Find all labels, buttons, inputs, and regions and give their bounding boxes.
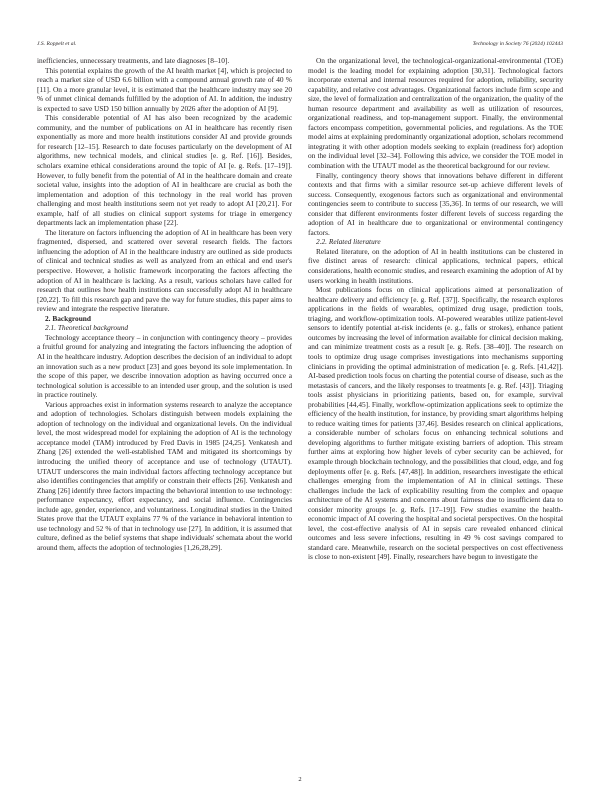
left-column (37, 56, 292, 552)
right-column (308, 56, 563, 562)
paragraph: inefficiencies, unnecessary treatments, and late diagnoses [8–10]. (37, 56, 230, 65)
header-authors: J.S. Roppelt et al. (37, 41, 77, 47)
section-heading: 2. Background (45, 313, 91, 323)
header-journal: Technology in Society 76 (2024) 102443 (472, 41, 563, 47)
paragraph: Various approaches exist in information systems research to analyze the acceptance and adoption of technologies. Scholars distinguish between models explaining the adoption of technology on the individual and organizational levels. On the individual level, the most widespread model for explaining the adoption of AI is the technology acceptance model (TAM) introduced by Fred Davis in 1985 [24,25]. Venkatesh and Zhang [26] extended the well-established TAM and mitigated its shortcomings by introducing the unified theory of acceptance and use of technology (UTAUT). UTAUT underscores the main individual factors affecting technology acceptance but also identifies contingencies that amplify or constrain their effects [26]. Venkatesh and Zhang [26] identify three factors impacting the behavioral intention to use technology: performance expectancy, effort expectancy, and social influence. Contingencies include age, gender, experience, and voluntariness. Longitudinal studies in the United States prove that the UTAUT explains 77 % of the variance in behavioral intention to use technology and 52 % of that in technology use [27]. In addition, it is assumed that culture, defined as the belief systems that shape individuals' schemata about the world around them, affects the adoption of technologies [1,26,28,29]. (37, 399, 292, 552)
paragraph: This potential explains the growth of the AI health market [4], which is projected to reach a market size of USD 6.6 billion with a compound annual growth rate of 40 % [11]. On a more granular level, it is estimated that the healthcare industry may see 20 % of unmet clinical demands fulfilled by the adoption of AI. In addition, the industry is expected to save USD 150 billion annually by 2026 after the adoption of AI [9]. (37, 65, 292, 113)
running-header (37, 41, 563, 51)
page-number: 2 (298, 776, 302, 783)
paragraph: Technology acceptance theory – in conjunction with contingency theory – provides a fruitful ground for analyzing and integrating the factors influencing the adoption of AI in the healthcare industry. Adoption describes the decision of an individual to adopt an innovation such as a new product [23] and goes beyond its sole implementation. In the scope of this paper, we describe innovation adoption as having occurred once a technological solution is accessible to an intended user group, and the solution is used in practice routinely. (37, 332, 292, 400)
paragraph: The literature on factors influencing the adoption of AI in healthcare has been very fragmented, dispersed, and scattered over several research fields. The factors influencing the adoption of AI in the healthcare industry are outlined as side products of clinical and technical studies as well as analyzed from an ethical and end user's perspective. However, a holistic framework incorporating the factors affecting the adoption of AI in healthcare is lacking. As a result, various scholars have called for research that outlines how health institutions can successfully adopt AI in healthcare [20,22]. To fill this research gap and pave the way for future studies, this paper aims to review and integrate the respective literature. (37, 227, 292, 314)
paragraph: This considerable potential of AI has also been recognized by the academic community, and the number of publications on AI in healthcare has recently risen exponentially as more and more health institutions consider AI and provide grounds for research [12–15]. Research to date focuses particularly on the development of AI algorithms, new technical models, and clinical studies [e. g. Ref. [16]]. Besides, scholars examine ethical considerations around the topic of AI [e. g. Refs. [17–19]]. However, to fully benefit from the potential of AI in the healthcare domain and create societal value, insights into the adoption of AI in healthcare are crucial as both the implementation and adoption of this technology in the real world has proven challenging and most health institutions seem not yet ready to adopt AI [20,21]. For example, half of all studies on clinical support systems for triage in emergency departments lack an implementation phase [22]. (37, 113, 292, 228)
paragraph: Related literature, on the adoption of AI in health institutions can be clustered in five distinct areas of research: clinical applications, technical papers, ethical considerations, health economic studies, and research examining the adoption of AI by users working in health institutions. (308, 246, 563, 285)
subsection-heading: 2.1. Theoretical background (45, 323, 129, 333)
paragraph: Most publications focus on clinical applications aimed at personalization of healthcare delivery and efficiency [e. g. Ref. [37]]. Specifically, the research explores applications in the fields of wearables, optimized drug usage, prediction tools, triaging, and workflow-optimization tools. AI-powered wearables utilize patient-level sensors to identify potential at-risk incidents (e. g., falls or strokes), enhance patient outcomes by increasing the level of information available for clinical decision making, and can minimize treatment costs as a result [e. g. Refs. [38–40]]. The research on tools to optimize drug usage comprises investigations into mechanisms supporting clinicians in providing the optimal administration of medication [e. g. Refs. [41,42]]. AI-based prediction tools focus on charting the potential course of disease, such as the metastasis of cancers, and the likely responses to treatments [e. g. Ref. [43]]. Triaging tools assist physicians in prioritizing patients, based on, for example, survival probabilities [44,45]. Finally, workflow-optimization applications seek to optimize the efficiency of the health institution, for instance, by providing smart algorithms helping to reduce waiting times for patients [37,46]. Besides research on clinical applications, a considerable number of scholars focus on enhancing technical solutions and developing algorithms to further mitigate existing barriers of adoption. This stream further aims at exploring how higher levels of cyber security can be achieved, for example through blockchain technology, and the possibilities that cloud, edge, and fog deployments offer [e. g. Refs. [47,48]]. In addition, researchers investigate the ethical challenges emerging from the implementation of AI in clinical settings. These challenges include the lack of explicability resulting from the complex and opaque architecture of the AI systems and concerns about fairness due to insufficient data to consider minority groups [e. g. Refs. [17–19]]. Few studies examine the health-economic impact of AI covering the hospital and societal perspectives. On the hospital level, the cost-effective analysis of AI in sepsis care revealed enhanced clinical outcomes and less severe infections, resulting in 49 % cost savings compared to standard care. Meanwhile, research on the societal perspectives on cost effectiveness is close to non-existent [49]. Finally, researchers have begun to investigate the (308, 285, 563, 562)
subsection-heading: 2.2. Related literature (316, 237, 381, 247)
paragraph: On the organizational level, the technological-organizational-environmental (TOE) model is the leading model for explaining adoption [30,31]. Technological factors incorporate external and internal resources required for adoption, reliability, security capability, and relative cost advantages. Organizational factors include firm scope and size, the level of formalization and centralization of the organization, the quality of the human resource department and availability as well as utilization of resources, organizational readiness, and top-management support. Finally, the environmental factors encompass competition, governmental policies, and regulations. As the TOE model aims at explaining predominantly organizational adoption, scholars recommend integrating it with other adoption models seeking to explain (readiness for) adoption on the individual level [32–34]. Following this advice, we consider the TOE model in combination with the UTAUT model as the theoretical background for our review. (308, 56, 563, 171)
paragraph: Finally, contingency theory shows that innovations behave different in different contexts and that firms with a similar resource set-up achieve different levels of success. Consequently, exogenous factors such as organizational and environmental contingencies seem to contribute to success [35,36]. In terms of our research, we will consider that different environments foster different levels of success regarding the adoption of AI in healthcare due to organizational or environmental contingency factors. (308, 170, 563, 237)
